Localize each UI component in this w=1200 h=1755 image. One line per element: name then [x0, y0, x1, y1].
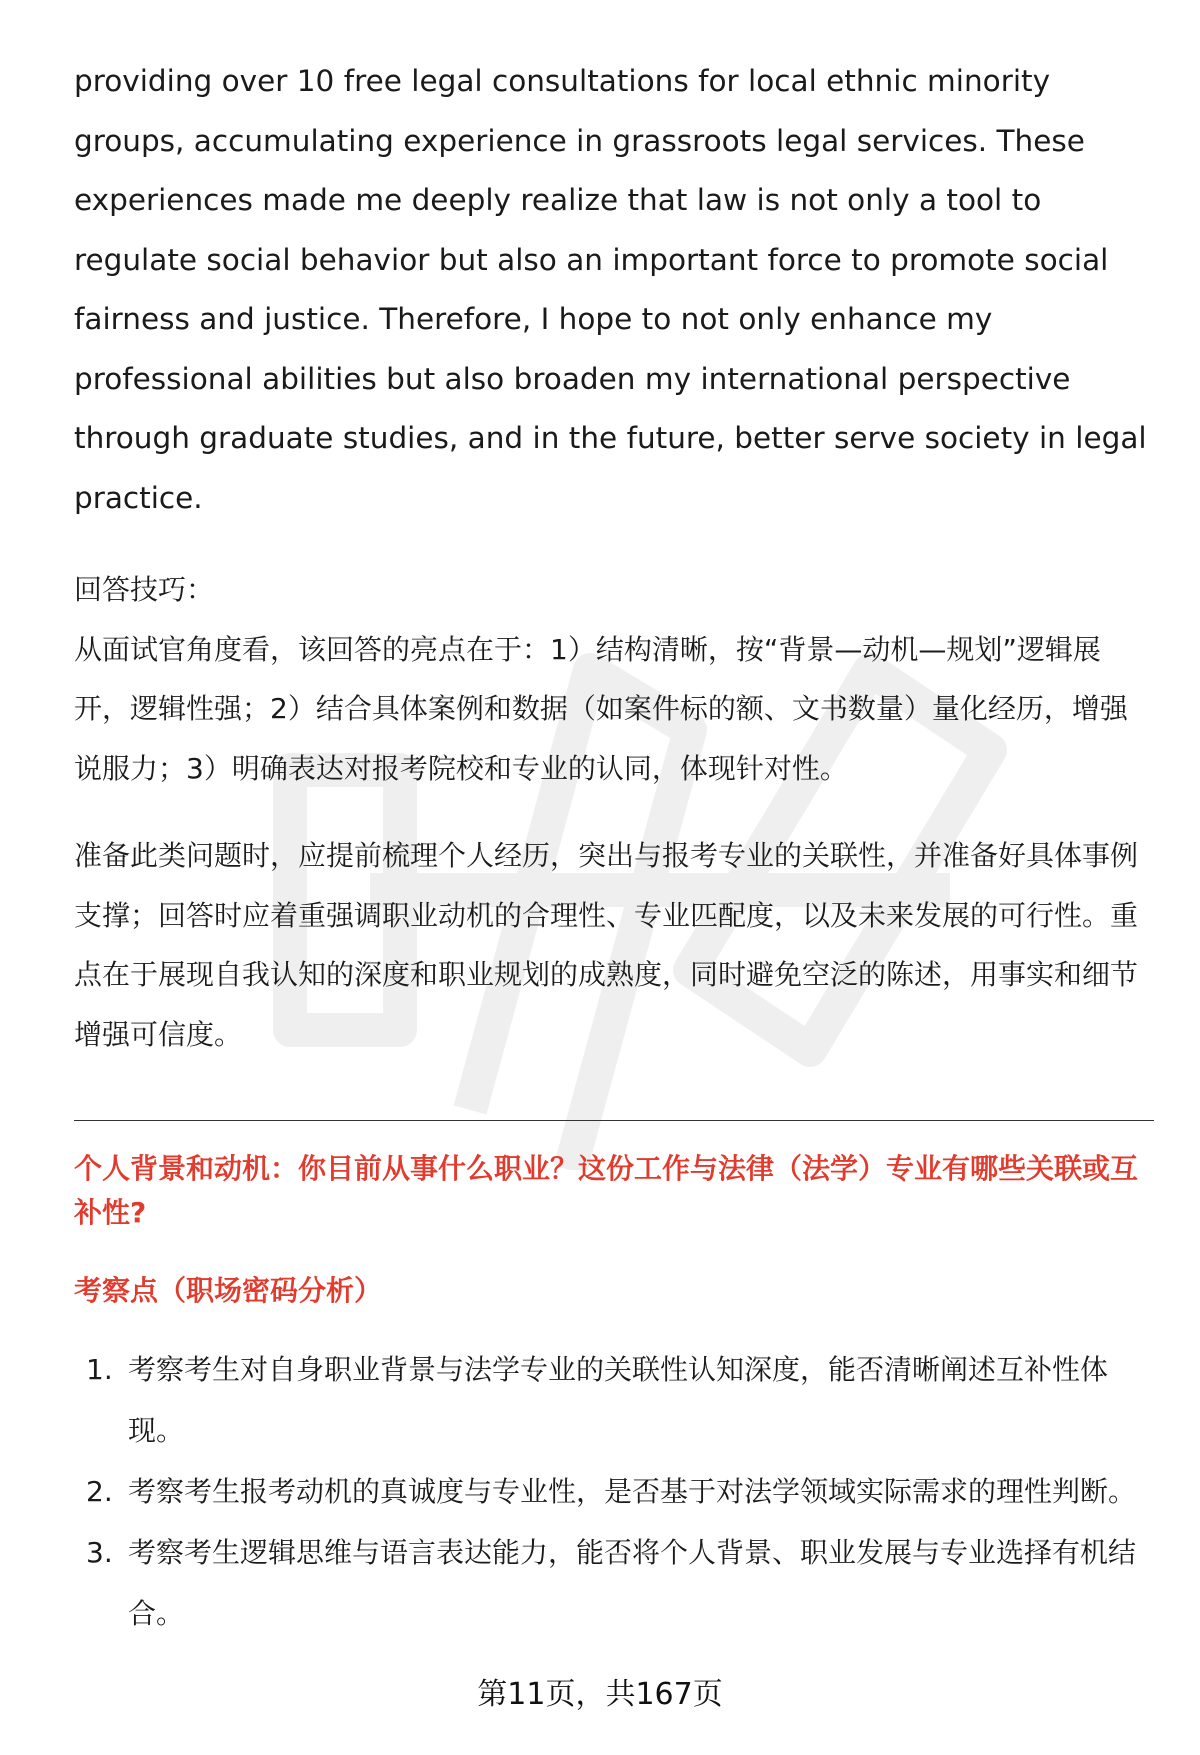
document-body	[74, 52, 1154, 1644]
list-item	[74, 1461, 1154, 1522]
tips-paragraph-2: 准备此类问题时，应提前梳理个人经历，突出与报考专业的关联性，并准备好具体事例支撑；回答时应着重强调职业动机的合理性、专业匹配度，以及未来发展的可行性。重点在于展现自我认知的深度和职业规划的成熟度，同时避免空泛的陈述，用事实和细节增强可信度。	[74, 839, 1139, 1051]
question-heading: 个人背景和动机：你目前从事什么职业？这份工作与法律（法学）专业有哪些关联或互补性?	[74, 1152, 1139, 1229]
assessment-points-list	[74, 1339, 1154, 1644]
list-item-number: 1.	[86, 1353, 113, 1386]
tips-title: 回答技巧：	[74, 573, 215, 606]
list-item	[74, 1522, 1154, 1644]
list-item-text: 考察考生对自身职业背景与法学专业的关联性认知深度，能否清晰阐述互补性体现。	[128, 1353, 1109, 1447]
list-item-number: 2.	[86, 1475, 113, 1508]
intro-paragraph: providing over 10 free legal consultations for local ethnic minority groups, accumulating experience in grassroots legal services. These experiences made me deeply realize that law is not only a tool to regulate social behavior but also an important force to promote social fairness and justice. Therefore, I hope to not only enhance my professional abilities but also broaden my international perspective through graduate studies, and in the future, better serve society in legal practice.	[74, 64, 1147, 515]
list-item	[74, 1339, 1154, 1461]
tips-paragraph-1: 从面试官角度看，该回答的亮点在于：1）结构清晰，按“背景—动机—规划”逻辑展开，逻辑性强；2）结合具体案例和数据（如案件标的额、文书数量）量化经历，增强说服力；3）明确表达对报考院校和专业的认同，体现针对性。	[74, 632, 1128, 785]
list-item-text: 考察考生报考动机的真诚度与专业性，是否基于对法学领域实际需求的理性判断。	[128, 1475, 1137, 1508]
assessment-subheading: 考察点（职场密码分析）	[74, 1274, 383, 1307]
page-number-footer: 第11页，共167页	[477, 1677, 723, 1712]
list-item-text: 考察考生逻辑思维与语言表达能力，能否将个人背景、职业发展与专业选择有机结合。	[128, 1536, 1137, 1630]
list-item-number: 3.	[86, 1536, 113, 1569]
section-divider	[74, 1120, 1154, 1121]
